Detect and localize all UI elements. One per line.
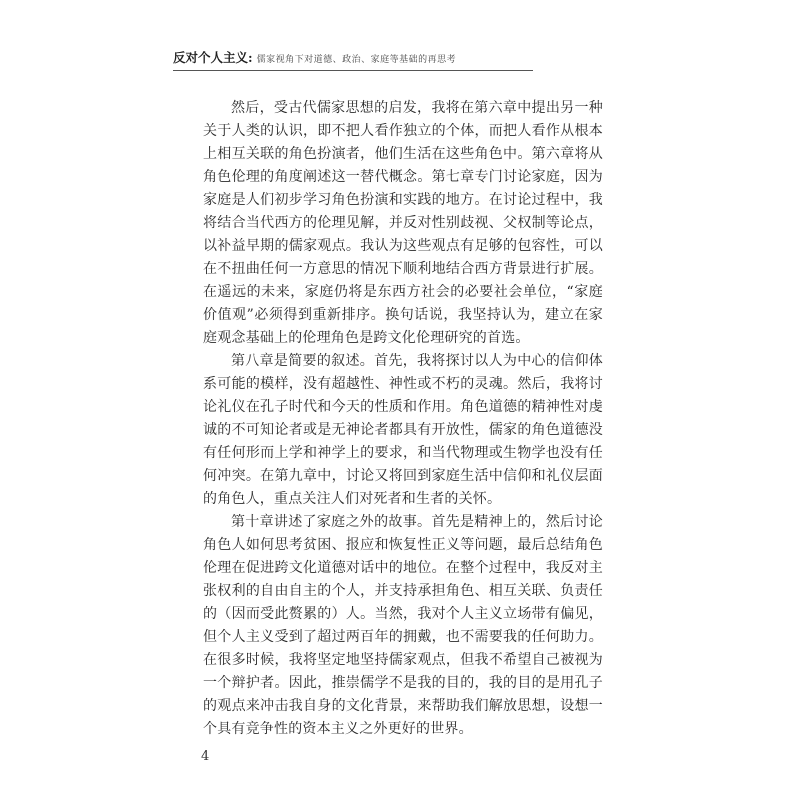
paragraph: 第十章讲述了家庭之外的故事。首先是精神上的，然后讨论角色人如何思考贫困、报应和恢复性正义等问题，最后总结角色伦理在促进跨文化道德对话中的地位。在整个过程中，我反对主张权利的自由自主的个人，并支持承担角色、相互关联、负责任的（因而受此赘累的）人。当然，我对个人主义立场带有偏见，但个人主义受到了超过两百年的拥戴，也不需要我的任何助力。在很多时候，我将坚定地坚持儒家观点，但我不希望自己被视为一个辩护者。因此，推崇儒学不是我的目的，我的目的是用孔子的观点来冲击我自身的文化背景，来帮助我们解放思想，设想一个具有竞争性的资本主义之外更好的世界。 bbox=[203, 514, 603, 737]
running-head bbox=[173, 48, 533, 71]
page-number: 4 bbox=[201, 749, 210, 764]
running-head-title: 反对个人主义: bbox=[173, 50, 253, 65]
running-head-subtitle: 儒家视角下对道德、政治、家庭等基础的再思考 bbox=[256, 55, 457, 65]
paragraph: 第八章是简要的叙述。首先，我将探讨以人为中心的信仰体系可能的模样，没有超越性、神性或不朽的灵魂。然后，我将讨论礼仪在孔子时代和今天的性质和作用。角色道德的精神性对虔诚的不可知论者或是无神论者都具有开放性，儒家的角色道德没有任何形而上学和神学上的要求，和当代物理或生物学也没有任何冲突。在第九章中，讨论又将回到家庭生活中信仰和礼仪层面的角色人，重点关注人们对死者和生者的关怀。 bbox=[203, 353, 603, 507]
paragraph: 然后，受古代儒家思想的启发，我将在第六章中提出另一种关于人类的认识，即不把人看作独立的个体，而把人看作从根本上相互关联的角色扮演者，他们生活在这些角色中。第六章将从角色伦理的角度阐述这一替代概念。第七章专门讨论家庭，因为家庭是人们初步学习角色扮演和实践的地方。在讨论过程中，我将结合当代西方的伦理见解，并反对性别歧视、父权制等论点，以补益早期的儒家观点。我认为这些观点有足够的包容性，可以在不扭曲任何一方意思的情况下顺利地结合西方背景进行扩展。在遥远的未来，家庭仍将是东西方社会的必要社会单位，“家庭价值观”必须得到重新排序。换句话说，我坚持认为，建立在家庭观念基础上的伦理角色是跨文化伦理研究的首选。 bbox=[203, 100, 603, 346]
body-text bbox=[203, 97, 603, 741]
